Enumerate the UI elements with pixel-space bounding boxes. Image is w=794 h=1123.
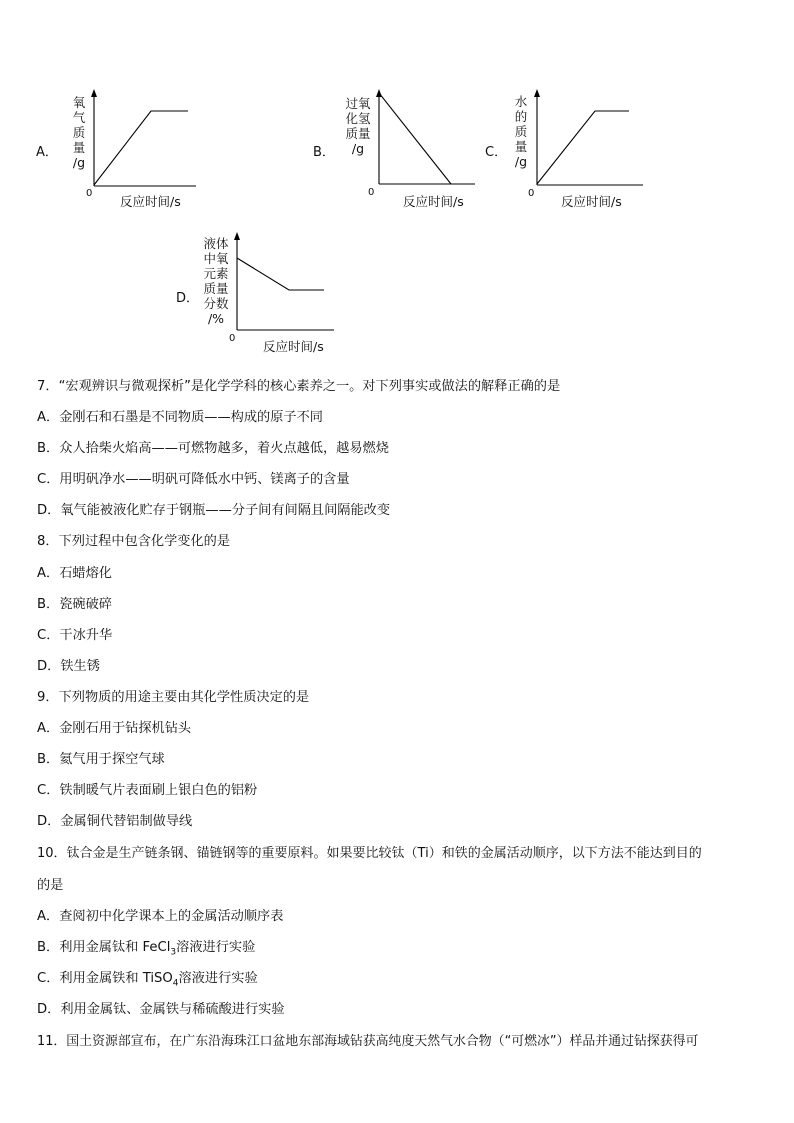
graph-c-y-arrow — [534, 89, 540, 97]
graph-a-ylabel: 氧 气 质 量 /g — [72, 95, 86, 170]
q9-option-c: C．铁制暖气片表面刷上银白色的铝粉 — [37, 783, 258, 798]
graph-b-xlabel: 反应时间/s — [403, 194, 464, 209]
q8-option-b: B．瓷碗破碎 — [37, 597, 112, 612]
q10-option-d: D．利用金属钛、金属铁与稀硫酸进行实验 — [37, 1002, 285, 1017]
graph-c-letter: C． — [485, 145, 508, 160]
graph-a-letter: A． — [36, 145, 58, 160]
graph-b-curve — [379, 93, 451, 184]
q7-option-c: C．用明矾净水——明矾可降低水中钙、镁离子的含量 — [37, 472, 350, 487]
q8-option-d: D．铁生锈 — [37, 659, 100, 674]
graph-b-origin: 0 — [368, 187, 375, 198]
q10-stem-line-2: 的是 — [37, 878, 64, 893]
graph-c-origin: 0 — [528, 188, 535, 199]
graph-d-ylabel: 液体 中氧 元素 质量 分数 /% — [203, 236, 229, 326]
graph-a — [36, 88, 206, 213]
q10-option-c: C．利用金属铁和 TiSO$_4$溶液进行实验 — [37, 971, 258, 989]
q7-option-b: B．众人拾柴火焰高——可燃物越多，着火点越低，越易燃烧 — [37, 441, 389, 456]
q9-option-a: A．金刚石用于钻探机钻头 — [37, 721, 192, 736]
q8-option-c: C．干冰升华 — [37, 628, 113, 643]
graph-c — [485, 88, 655, 213]
graph-a-y-arrow — [91, 89, 97, 97]
q10-stem-line-1: 10．钛合金是生产链条钢、锚链钢等的重要原料。如果要比较钛（Ti）和铁的金属活动顺序，以下方法不能达到目的 — [37, 846, 702, 861]
graph-b-ylabel: 过氧 化氢 质量 /g — [345, 96, 371, 156]
graph-d-origin: 0 — [229, 333, 236, 344]
graph-a-xlabel: 反应时间/s — [120, 194, 181, 209]
q11-stem: 11．国土资源部宣布，在广东沿海珠江口盆地东部海域钻获高纯度天然气水合物（“可燃冰”）样品并通过钻探获得可 — [37, 1034, 699, 1049]
graph-b-letter: B． — [313, 145, 335, 160]
q9-option-b: B．氦气用于探空气球 — [37, 752, 165, 767]
q9-stem: 9．下列物质的用途主要由其化学性质决定的是 — [37, 690, 310, 705]
graph-d — [176, 232, 346, 357]
q8-stem: 8．下列过程中包含化学变化的是 — [37, 534, 231, 549]
q7-stem: 7．“宏观辨识与微观探析”是化学学科的核心素养之一。对下列事实或做法的解释正确的是 — [37, 379, 561, 394]
graph-d-curve — [237, 258, 324, 290]
graph-d-letter: D． — [176, 291, 200, 306]
graph-a-origin: 0 — [86, 188, 93, 199]
graph-c-xlabel: 反应时间/s — [561, 194, 622, 209]
graph-a-curve — [94, 111, 188, 185]
q7-option-a: A．金刚石和石墨是不同物质——构成的原子不同 — [37, 410, 323, 425]
q10-option-a: A．查阅初中化学课本上的金属活动顺序表 — [37, 909, 284, 924]
graph-b — [313, 88, 483, 213]
q8-option-a: A．石蜡熔化 — [37, 566, 112, 581]
graph-c-ylabel: 水 的 质 量 /g — [514, 94, 528, 169]
q9-option-d: D．金属铜代替铝制做导线 — [37, 814, 193, 829]
graph-c-curve — [537, 111, 629, 184]
graph-d-y-arrow — [234, 232, 240, 240]
q7-option-d: D．氧气能被液化贮存于钢瓶——分子间有间隔且间隔能改变 — [37, 503, 391, 518]
q10-option-b: B．利用金属钛和 FeCl$_3$溶液进行实验 — [37, 940, 256, 958]
graph-d-xlabel: 反应时间/s — [263, 339, 324, 354]
